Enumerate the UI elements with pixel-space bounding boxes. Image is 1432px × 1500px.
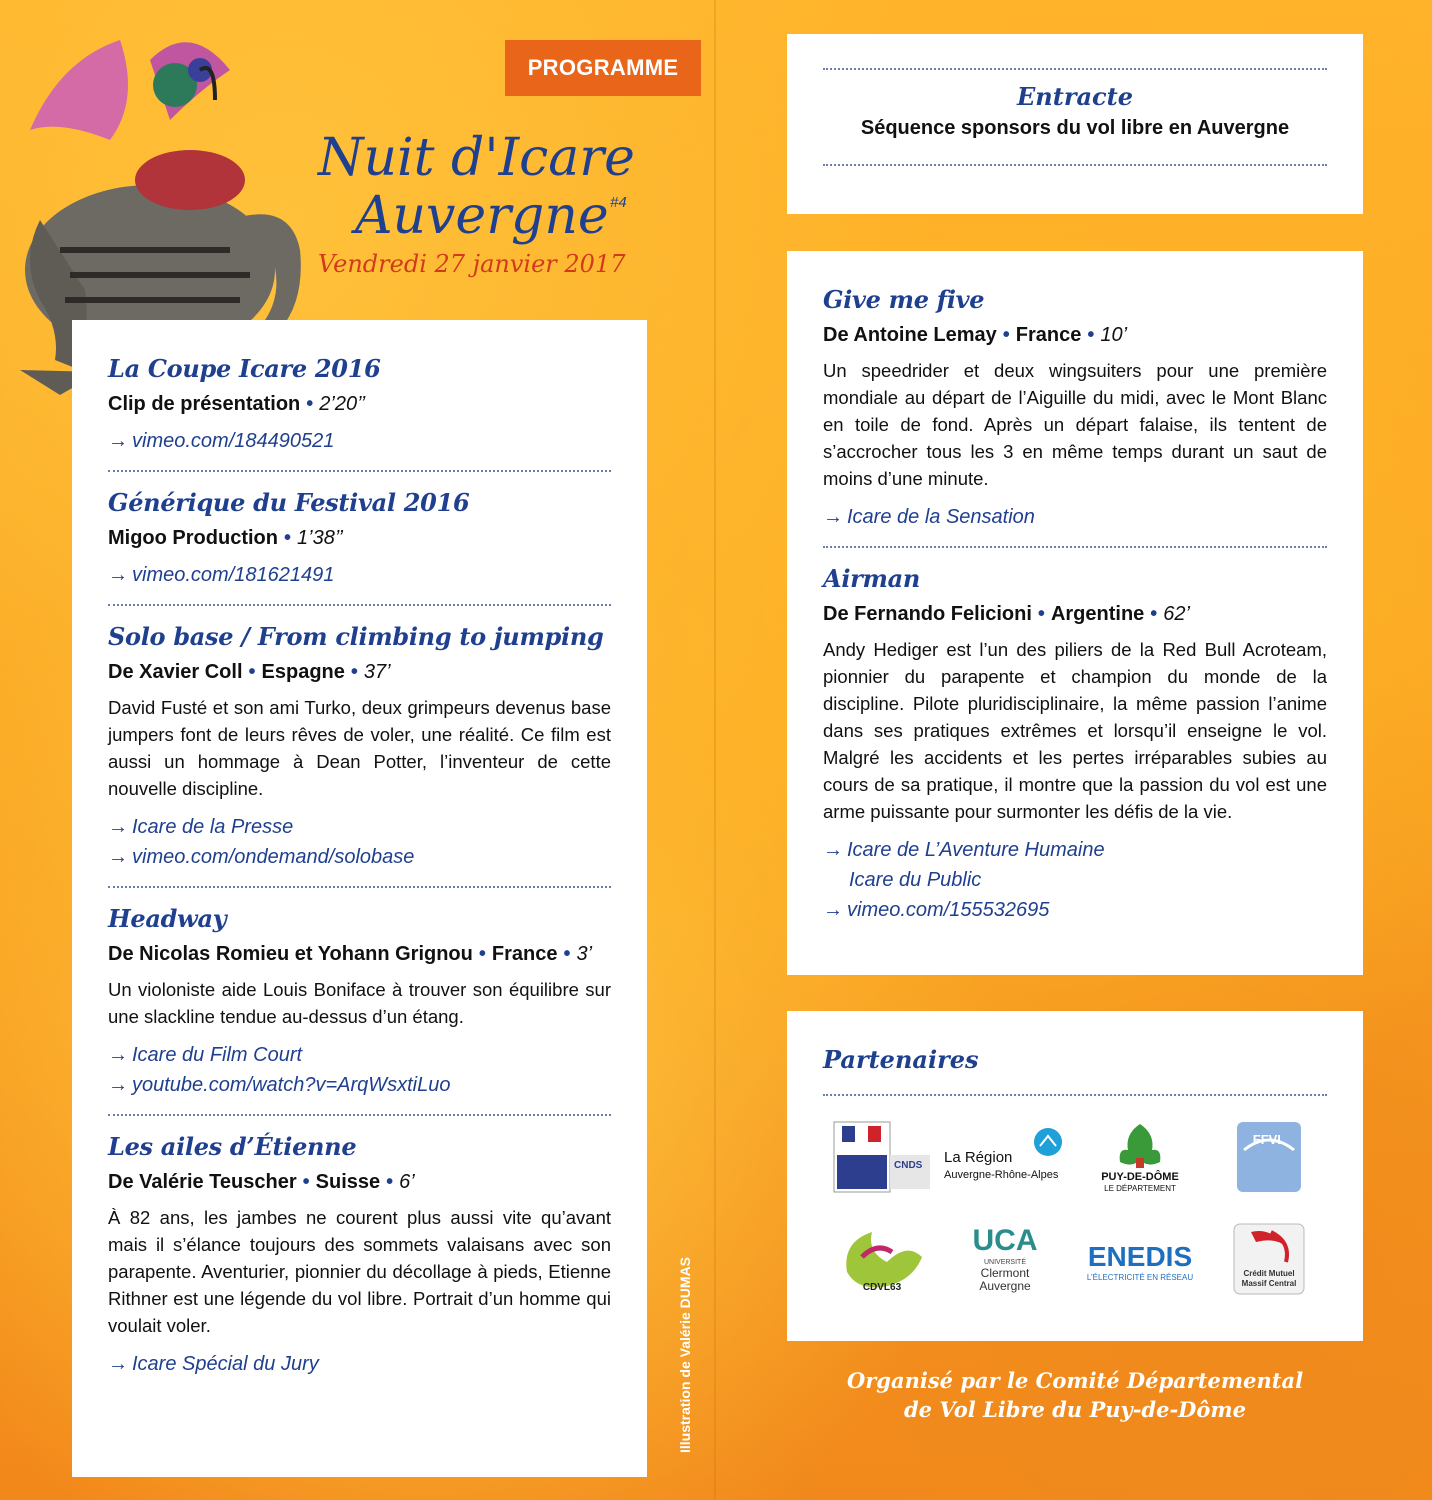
item-title: Générique du Festival 2016	[108, 488, 470, 517]
link-text: Icare Spécial du Jury	[132, 1353, 319, 1375]
region-logo	[940, 1120, 1070, 1194]
item-title: Give me five	[823, 285, 985, 314]
item-meta	[108, 390, 611, 418]
item-director: De Xavier Coll	[108, 661, 243, 683]
region-text: La Région	[944, 1149, 1013, 1166]
edition-number: #4	[610, 194, 627, 211]
item-link[interactable]	[823, 865, 1327, 895]
enedis-text: ENEDIS	[1087, 1241, 1193, 1272]
arrow-right-icon: →	[108, 1074, 128, 1096]
item-duration: 37’	[363, 661, 391, 683]
bullet-icon: •	[283, 527, 291, 549]
program-item	[108, 488, 611, 590]
item-country: Argentine	[1050, 603, 1145, 625]
item-meta	[823, 600, 1327, 628]
item-link[interactable]	[823, 835, 1327, 865]
arrow-right-icon: →	[108, 1044, 128, 1066]
organizer-note	[787, 1366, 1363, 1424]
title-line2: Auvergne	[355, 186, 609, 246]
bullet-icon: •	[1150, 603, 1158, 625]
partners-panel	[787, 1011, 1363, 1341]
bullet-icon: •	[1087, 324, 1095, 346]
link-text: Icare du Film Court	[132, 1044, 303, 1066]
entracte-subtitle: Séquence sponsors du vol libre en Auvergne	[860, 117, 1290, 139]
uca-logo	[940, 1222, 1070, 1296]
item-link[interactable]	[823, 502, 1327, 532]
program-item	[108, 622, 611, 872]
program-item	[823, 285, 1327, 532]
fold-line	[714, 0, 716, 1500]
title-line1: Nuit d'Icare	[318, 128, 635, 188]
item-director: De Nicolas Romieu et Yohann Grignou	[108, 943, 473, 965]
item-link[interactable]	[823, 895, 1327, 925]
item-country: Espagne	[261, 661, 345, 683]
cdvl63-logo	[823, 1222, 940, 1296]
bullet-icon: •	[350, 661, 358, 683]
illustration-credit	[672, 1235, 698, 1475]
item-title: Solo base / From climbing to jumping	[108, 622, 604, 651]
item-title: Airman	[823, 564, 920, 593]
item-meta	[108, 524, 611, 552]
item-duration: 1’38’’	[297, 527, 343, 549]
programme-tab: PROGRAMME	[505, 40, 701, 96]
arrow-right-icon: →	[108, 846, 128, 868]
item-meta	[108, 658, 611, 686]
organizer-line2: de Vol Libre du Puy-de-Dôme	[904, 1397, 1246, 1422]
item-link[interactable]	[108, 560, 611, 590]
ffvl-logo	[1210, 1120, 1327, 1194]
enedis-logo	[1070, 1222, 1210, 1296]
item-director: De Antoine Lemay	[823, 324, 997, 346]
item-duration: 6’	[399, 1171, 415, 1193]
link-text: vimeo.com/184490521	[132, 430, 335, 452]
link-text: vimeo.com/ondemand/solobase	[132, 846, 415, 868]
bullet-icon: •	[302, 1171, 310, 1193]
program-item	[108, 354, 611, 456]
program-item	[823, 564, 1327, 925]
dotted-separator	[108, 886, 611, 888]
item-meta	[108, 1168, 611, 1196]
item-duration: 3’	[576, 943, 593, 965]
item-subtitle: Migoo Production	[108, 527, 278, 549]
cm-text: Crédit Mutuel	[1242, 1269, 1295, 1278]
partner-logos	[823, 1120, 1327, 1296]
arrow-right-icon: →	[108, 1353, 128, 1375]
puy-text: PUY-DE-DÔME	[1101, 1171, 1179, 1183]
event-date: Vendredi 27 janvier 2017	[318, 250, 626, 278]
cnds-logo	[823, 1120, 940, 1194]
uca-city: Clermont	[980, 1266, 1030, 1280]
item-title: Les ailes d’Étienne	[108, 1132, 357, 1161]
link-text: vimeo.com/181621491	[132, 564, 335, 586]
link-text: Icare de L’Aventure Humaine	[847, 839, 1105, 861]
link-text: vimeo.com/155532695	[847, 899, 1050, 921]
arrow-right-icon: →	[823, 899, 843, 921]
item-country: France	[1015, 324, 1082, 346]
right-program-panel	[787, 251, 1363, 975]
puy-subtext: LE DÉPARTEMENT	[1104, 1184, 1176, 1193]
item-meta	[823, 321, 1327, 349]
organizer-line1: Organisé par le Comité Départemental	[846, 1368, 1304, 1393]
item-description: Un violoniste aide Louis Boniface à trouver son équilibre sur une slackline tendue au-dessus d’un étang.	[108, 979, 611, 1027]
item-country: France	[491, 943, 558, 965]
item-title: Headway	[108, 904, 227, 933]
link-text: Icare du Public	[849, 869, 982, 891]
program-item	[108, 904, 611, 1100]
item-link[interactable]	[108, 1040, 611, 1070]
bullet-icon: •	[478, 943, 486, 965]
cm-subtext: Massif Central	[1241, 1279, 1296, 1288]
arrow-right-icon: →	[108, 564, 128, 586]
program-item	[108, 1132, 611, 1379]
bullet-icon: •	[1037, 603, 1045, 625]
item-description: Un speedrider et deux wingsuiters pour une première mondiale au départ de l’Aiguille du midi, avec le Mont Blanc en toile de fond. Après un départ falaise, ils tentent de s’accrocher tous les 3 en même temps durant un saut de moins d’une minute.	[823, 360, 1327, 489]
credit-mutuel-logo	[1210, 1222, 1327, 1296]
partners-title: Partenaires	[823, 1045, 979, 1074]
link-text: Icare de la Presse	[132, 816, 294, 838]
ffvl-text: FFVL	[1252, 1132, 1285, 1147]
arrow-right-icon: →	[823, 839, 843, 861]
item-director: De Valérie Teuscher	[108, 1171, 297, 1193]
item-country: Suisse	[315, 1171, 381, 1193]
dotted-separator	[823, 1094, 1327, 1096]
dotted-separator	[108, 1114, 611, 1116]
item-title: La Coupe Icare 2016	[108, 354, 381, 383]
puy-de-dome-logo	[1070, 1120, 1210, 1194]
region-subtext: Auvergne-Rhône-Alpes	[944, 1169, 1059, 1181]
item-link[interactable]	[108, 426, 611, 456]
item-link[interactable]	[108, 1349, 611, 1379]
dotted-separator	[823, 546, 1327, 548]
item-director: De Fernando Felicioni	[823, 603, 1032, 625]
item-duration: 2’20’’	[319, 393, 366, 415]
bullet-icon: •	[1002, 324, 1010, 346]
item-description: Andy Hediger est l’un des piliers de la Red Bull Acroteam, pionnier du parapente et champion du monde de la discipline. Pilote pluridisciplinaire, la même passion l’anime dans ses pratiques extrêmes et lorsqu’il enseigne le vol. Malgré les accidents et les pertes irréparables subies au cours de sa pratique, il montre que la passion du vol est une arme puissante pour surmonter les défis de la vie.	[823, 639, 1327, 822]
arrow-right-icon: →	[823, 506, 843, 528]
dotted-separator	[823, 164, 1327, 166]
entracte-panel	[787, 34, 1363, 214]
dotted-separator	[108, 470, 611, 472]
cdvl-text: CDVL63	[862, 1282, 901, 1293]
item-meta	[108, 940, 611, 968]
bullet-icon: •	[386, 1171, 394, 1193]
credit-text: Illustration de Valérie DUMAS	[677, 1256, 693, 1454]
uca-text: UCA	[972, 1224, 1038, 1257]
item-subtitle: Clip de présentation	[108, 393, 301, 415]
bullet-icon: •	[248, 661, 256, 683]
link-text: Icare de la Sensation	[847, 506, 1035, 528]
entracte-title: Entracte	[1017, 82, 1133, 111]
uca-subtext: UNIVERSITÉ	[983, 1259, 1027, 1266]
item-duration: 10’	[1100, 324, 1128, 346]
bullet-icon: •	[563, 943, 571, 965]
arrow-right-icon: →	[108, 430, 128, 452]
dotted-separator	[823, 68, 1327, 70]
bullet-icon: •	[306, 393, 314, 415]
item-link[interactable]	[108, 1070, 611, 1100]
left-program-panel	[72, 320, 647, 1477]
enedis-subtext: L’ÉLECTRICITÉ EN RÉSEAU	[1086, 1273, 1194, 1282]
item-description: David Fusté et son ami Turko, deux grimpeurs devenus base jumpers font de leurs rêves de voler, une réalité. Ce film est aussi un hommage à Dean Potter, l’inventeur de cette nouvelle discipline.	[108, 697, 611, 799]
link-text: youtube.com/watch?v=ArqWsxtiLuo	[132, 1074, 451, 1096]
uca-region: Auvergne	[979, 1279, 1031, 1293]
arrow-right-icon: →	[108, 816, 128, 838]
item-link[interactable]	[108, 812, 611, 842]
cnds-text: CNDS	[893, 1160, 922, 1171]
item-description: À 82 ans, les jambes ne courent plus aussi vite qu’avant mais il s’élance toujours des sommets valaisans avec son parapente. Aventurier, pionnier du décollage à pieds, Etienne Rithner est une légende du vol libre. Portrait d’un homme qui voulait voler.	[108, 1207, 611, 1336]
item-duration: 62’	[1163, 603, 1190, 625]
dotted-separator	[108, 604, 611, 606]
item-link[interactable]	[108, 842, 611, 872]
